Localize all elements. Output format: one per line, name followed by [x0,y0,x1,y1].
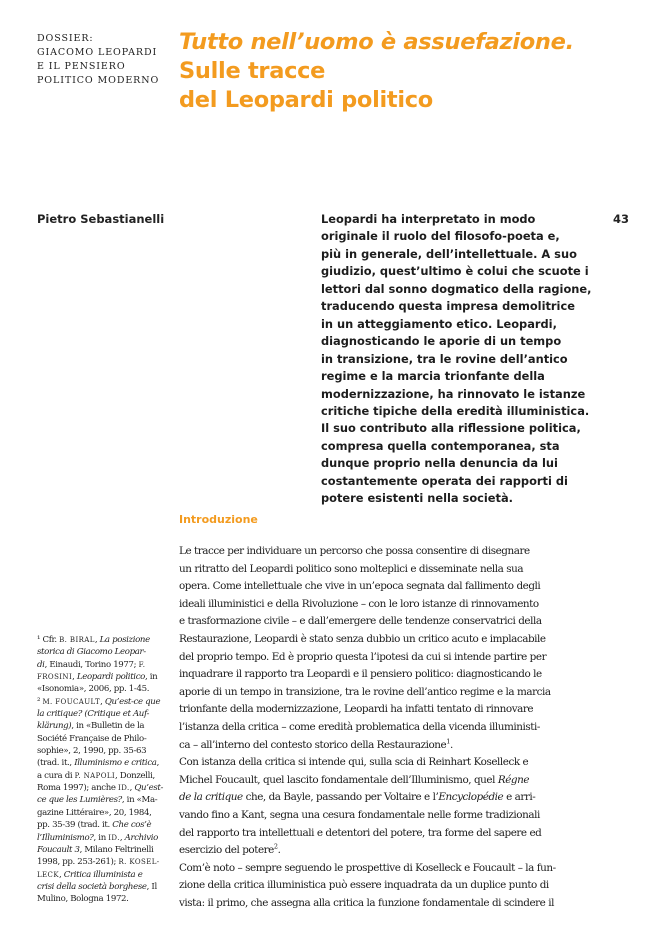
dossier-header [37,32,177,88]
footnote-run: (trad. it., [37,758,75,769]
footnote-run: , [58,869,64,880]
body-text-run: che, da Bayle, passando per Voltaire e l’ [242,791,439,804]
body-line: inquadrare il rapporto tra Leopardi e il pensiero politico: diagnosticando le [179,668,542,681]
footnote-run: pp. 35-39 (trad. it. [37,820,113,831]
footnote-line: sophie», 2, 1990, pp. 35-63 [37,746,147,757]
footnote-line: Mulino, Bologna 1972. [37,894,129,905]
footnote-line [37,881,169,893]
footnote-run: Roma 1997); anche [37,783,119,794]
abstract-line: critiche tipiche della eredità illuministica. [321,403,590,418]
footnote-line: Société Française de Philo- [37,733,147,744]
body-line: aporie di un tempo in transizione, tra le rovine dell’antico regime e la marcia [179,685,551,698]
body-line: l’istanza della critica – come eredità problematica della vicenda illuministi- [179,720,540,733]
footnote-marker[interactable]: 2 [273,842,278,851]
body-line: un ritratto del Leopardi politico sono molteplici e disseminate nella sua [179,562,524,575]
footnote-line [37,720,169,732]
abstract-line: costantemente operata dei rapporti di [321,473,568,488]
footnote-run: 1998, pp. 253-261); [37,857,119,868]
abstract-line: potere esistenti nella società. [321,491,513,506]
footnote-author: ID. [118,784,130,793]
footnote-title: Foucault 3 [37,844,80,855]
footnote-line: storica di Giacomo Leopar- [37,647,146,658]
body-text-run: Michel Foucault, quel lascito fondamentale dell’Illuminismo, quel [179,773,498,786]
footnote-author: B. BIRAL [59,636,95,644]
body-italic-run: Encyclopédie [438,791,504,804]
dossier-line: DOSSIER: [37,33,94,44]
footnote-line [37,696,169,708]
footnote-author: M. FOUCAULT [42,697,101,706]
body-line: vando fino a Kant, segna una cesura fondamentale nelle forme tradizionali [179,808,540,821]
footnote-run: ² [37,696,43,707]
footnote-title: ce que les Lumières? [37,795,122,806]
body-line: opera. Come intellettuale che vive in un’epoca segnata dal fallimento degli [179,580,541,593]
dossier-line: POLITICO MODERNO [37,75,160,86]
abstract-line: Il suo contributo alla riflessione politica, [321,421,581,436]
footnote-title: crisi della società borghese [37,881,147,892]
dossier-line: E IL PENSIERO [37,61,126,72]
footnote-line [37,782,169,794]
title-line: Tutto nell’uomo è assuefazione. [179,29,574,55]
footnote-title: Qu’est-ce que [104,696,161,707]
abstract-line: lettori dal sonno dogmatico della ragione, [321,281,592,296]
abstract-line: giudizio, quest’ultimo è colui che scuote i [321,264,589,279]
footnote-run: , Einaudi, Torino 1977; [44,659,139,670]
footnote-run: , Il [146,881,157,892]
footnote-line: gazine Littéraire», 20, 1984, [37,807,152,818]
footnote-run: , [72,672,77,683]
footnote-author: R. KOSEL- [118,858,160,867]
footnotes [37,634,169,906]
footnote-title: Qu’est- [134,783,164,794]
dossier-line: GIACOMO LEOPARDI [37,47,158,58]
footnote-run: , [156,758,159,769]
body-text-run: . [277,844,281,857]
footnote-line [37,659,169,671]
abstract-line: traducendo questa impresa demolitrice [321,299,575,314]
abstract-line: modernizzazione, ha rinnovato le istanze [321,386,586,401]
footnote-run: , Milano Feltrinelli [79,844,154,855]
footnote-line [37,844,169,856]
abstract-line: più in generale, dell’intellettuale. A suo [321,246,577,261]
body-italic-run: Régne [497,773,530,786]
footnote-title: Illuminismo e critica [74,758,157,769]
body-text-run: e arri- [503,791,536,804]
footnote-line [37,770,169,782]
abstract-line: regime e la marcia trionfante della [321,369,545,384]
footnote-run: ¹ Cfr. [37,635,60,645]
footnote-title: l’Illuminismo? [37,832,94,843]
page-number: 43 [612,212,629,226]
footnote-run: , in [144,672,158,683]
footnote-line [37,794,169,806]
footnote-line [37,832,169,844]
footnote-line: la critique? (Critique et Auf- [37,709,150,720]
body-line: zione della critica illuministica può essere inquadrata da un duplice punto di [179,879,549,892]
footnote-title: Critica illuminista e [63,869,143,880]
footnote-author: P. NAPOLI [74,771,116,780]
body-text-run: . [449,738,453,751]
footnote-author: F. [138,660,146,669]
abstract [321,211,591,508]
footnote-line [37,757,169,769]
body-line: del proprio tempo. Ed è proprio questa l’ipotesi da cui si intende partire per [179,650,547,663]
footnote-line [37,819,169,831]
footnote-run: , Donzelli, [115,770,155,781]
body-line: vista: il primo, che assegna alla critica la funzione fondamentale di scindere il [179,896,554,909]
footnote-run: , [129,783,135,794]
body-line: Restaurazione, Leopardi è stato senza dubbio un critico acuto e implacabile [179,632,546,645]
body-line: ideali illuministici e della Rivoluzione – con le loro istanze di rinnovamento [179,597,539,610]
title-line: del Leopardi politico [179,87,433,113]
footnote-title: La posizione [99,635,150,645]
body-text-run: esercizio del potere [179,844,274,857]
footnote-author: FROSINI [37,673,73,682]
article-title [179,28,619,115]
body-italic-run: de la critique [179,791,243,804]
body-line: trionfante della modernizzazione, Leopardi ha infatti tentato di rinnovare [179,703,534,716]
title-line: Sulle tracce [179,58,326,84]
body-line: Le tracce per individuare un percorso che possa consentire di disegnare [179,545,530,557]
body-line [179,772,591,790]
body-line: Con istanza della critica si intende qui, sulla scia di Reinhart Koselleck e [179,756,529,769]
body-text-run: ca – all’interno del contesto storico della Restaurazione [179,738,447,751]
author-name: Pietro Sebastianelli [37,212,165,226]
body-line [179,789,591,807]
footnote-title: Leopardi politico [76,672,145,683]
body-line [179,737,591,755]
footnote-title: Che cos’è [112,820,152,831]
footnote-run: , [100,696,105,707]
footnote-line [37,856,169,868]
footnote-title: Archivio [124,832,158,843]
footnote-run: , [94,635,100,645]
footnote-author: ID. [108,833,120,842]
body-text [179,543,591,912]
abstract-line: compresa quella contemporanea, sta [321,438,560,453]
footnote-run: , in «Ma- [121,795,158,806]
footnote-author: LECK [37,870,59,879]
footnote-run: , [119,832,125,843]
body-line: del rapporto tra intellettuali e detentori del potere, tra forme del sapere ed [179,826,542,839]
body-line: Com’è noto – sempre seguendo le prospettive di Koselleck e Foucault – la fun- [179,861,556,874]
body-line [179,842,591,860]
footnote-line [37,671,169,683]
abstract-line: in un atteggiamento etico. Leopardi, [321,316,557,331]
abstract-line: Leopardi ha interpretato in modo [321,212,536,226]
abstract-line: in transizione, tra le rovine dell’antico [321,351,568,366]
footnote-line: «Isonomia», 2006, pp. 1-45. [37,684,150,695]
footnote-run: , in [93,832,109,843]
footnote-run: , in «Bulletin de la [71,721,145,732]
footnote-title: di [37,659,45,670]
footnote-title: klärung) [37,721,72,732]
footnote-marker[interactable]: 1 [446,737,450,746]
abstract-line: originale il ruolo del filosofo-poeta e, [321,229,560,244]
body-line: e trasformazione civile – e dall’emergere delle tendenze conservatrici della [179,615,542,628]
footnote-run: a cura di [37,770,75,781]
section-heading: Introduzione [179,513,258,526]
abstract-line: dunque proprio nella denuncia da lui [321,456,558,471]
footnote-line [37,869,169,881]
footnote-line [37,634,169,646]
abstract-line: diagnosticando le aporie di un tempo [321,334,562,349]
